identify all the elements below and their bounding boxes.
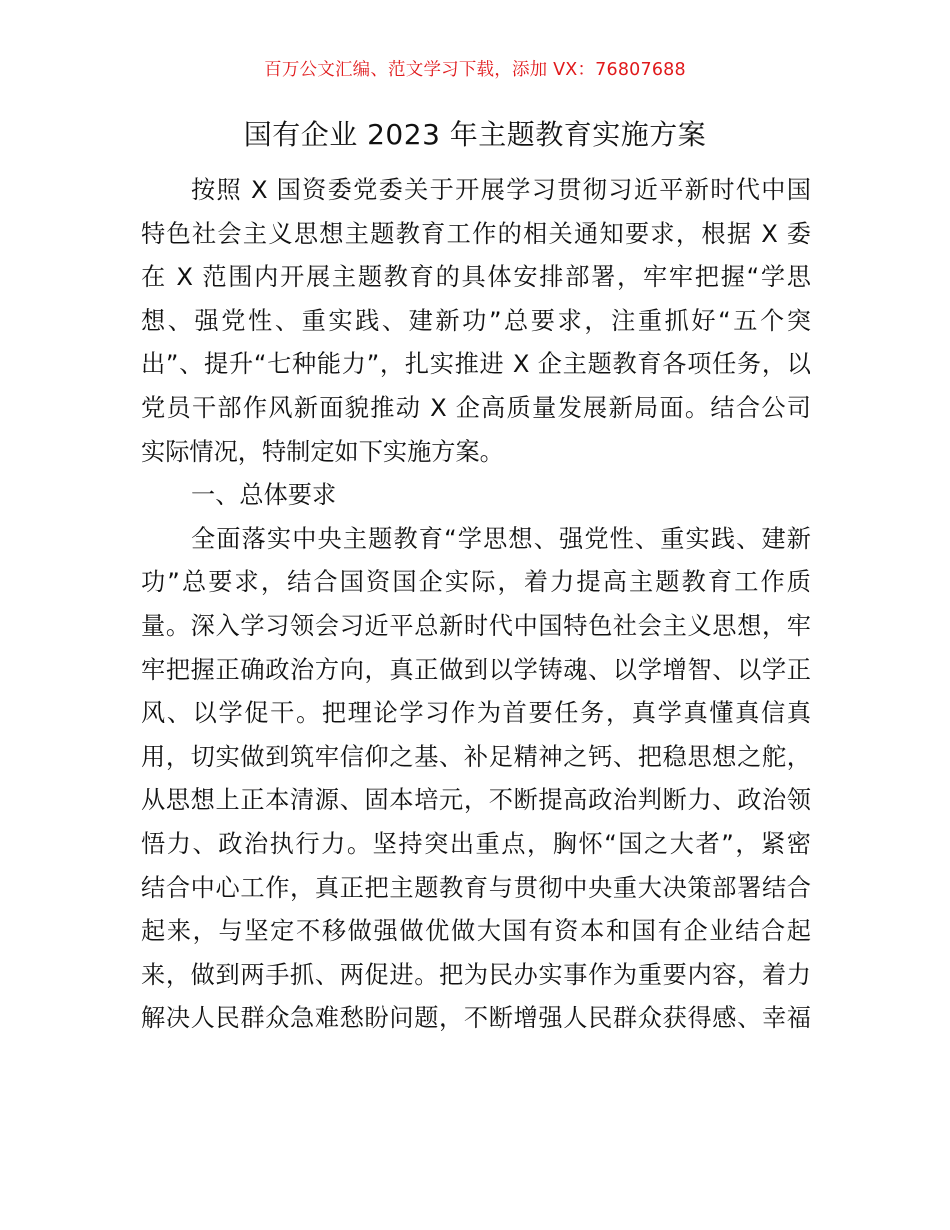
section-heading-general-requirements	[141, 474, 811, 518]
watermark-banner: 百万公文汇编、范文学习下载，添加 VX：76807688	[264, 60, 686, 80]
document-body	[141, 169, 811, 1041]
text-line: 牢把握正确政治方向，真正做到以学铸魂、以学增智、以学正	[141, 655, 811, 684]
text-line: 党员干部作风新面貌推动 X 企高质量发展新局面。结合公司	[141, 393, 811, 422]
text-line: 悟力、政治执行力。坚持突出重点，胸怀“国之大者”，紧密	[141, 829, 811, 858]
text-line: 起来，与坚定不移做强做优做大国有资本和国有企业结合起	[141, 917, 811, 946]
text-line: 特色社会主义思想主题教育工作的相关通知要求，根据 X 委	[141, 219, 811, 248]
text-line: 用，切实做到筑牢信仰之基、补足精神之钙、把稳思想之舵，	[141, 742, 811, 771]
text-line: 来，做到两手抓、两促进。把为民办实事作为重要内容，着力	[141, 960, 811, 989]
paragraph-general-requirements	[141, 518, 811, 1041]
text-line: 功”总要求，结合国资国企实际，着力提高主题教育工作质	[141, 568, 811, 597]
section-heading: 一、总体要求	[191, 481, 337, 510]
text-line: 全面落实中央主题教育“学思想、强党性、重实践、建新	[191, 524, 811, 553]
text-line: 出”、提升“七种能力”，扎实推进 X 企主题教育各项任务，以	[141, 350, 811, 379]
text-line: 实际情况，特制定如下实施方案。	[141, 437, 504, 466]
text-line: 按照 X 国资委党委关于开展学习贯彻习近平新时代中国	[191, 176, 811, 204]
text-line: 量。深入学习领会习近平总新时代中国特色社会主义思想，牢	[141, 611, 811, 640]
paragraph-intro	[141, 169, 811, 474]
document-title: 国有企业 2023 年主题教育实施方案	[243, 118, 707, 151]
text-line: 结合中心工作，真正把主题教育与贯彻中央重大决策部署结合	[141, 873, 811, 902]
text-line: 解决人民群众急难愁盼问题，不断增强人民群众获得感、幸福	[141, 1004, 811, 1033]
text-line: 想、强党性、重实践、建新功”总要求，注重抓好“五个突	[141, 306, 811, 335]
text-line: 在 X 范围内开展主题教育的具体安排部署，牢牢把握“学思	[141, 263, 811, 292]
text-line: 从思想上正本清源、固本培元，不断提高政治判断力、政治领	[141, 786, 811, 815]
text-line: 风、以学促干。把理论学习作为首要任务，真学真懂真信真	[141, 699, 811, 728]
